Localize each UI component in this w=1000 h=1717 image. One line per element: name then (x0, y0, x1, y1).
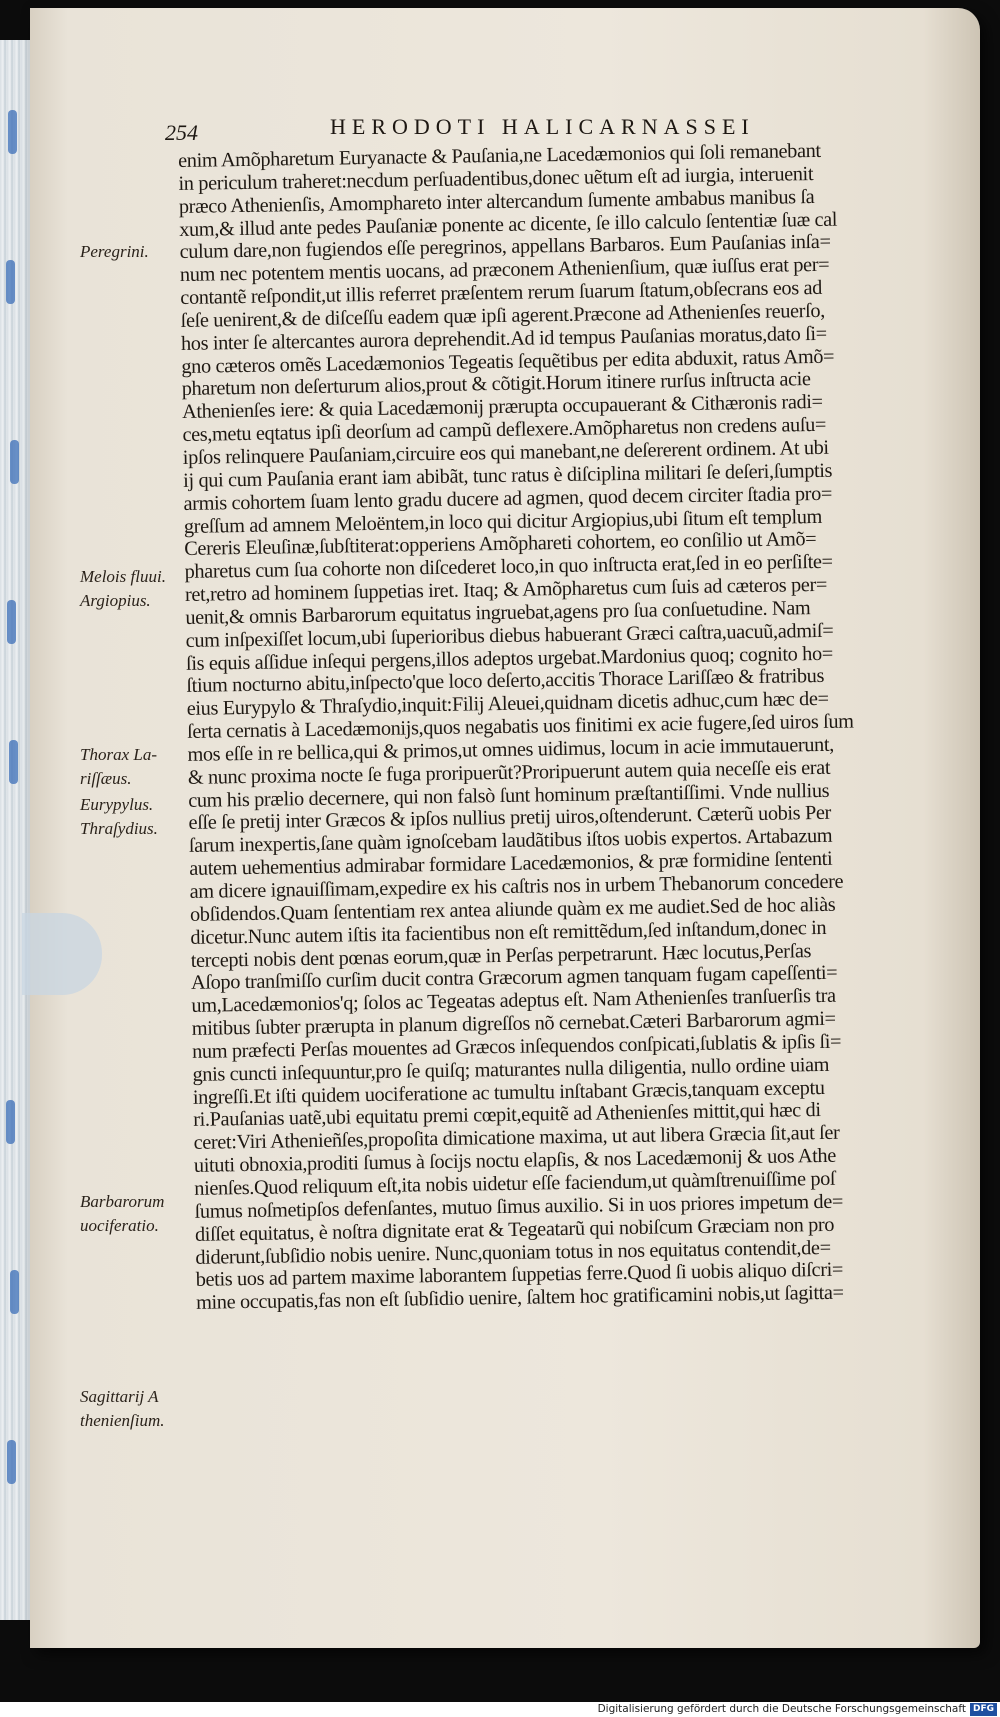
text-line: am dicere ignauiſſimam,expedire ex his caſtris nos in urbem Thebanorum concedere (189, 870, 844, 903)
text-line: ſis equis aſſidue inſequi pergens,illos adeptos urgebat.Mardonius quoq; cognito ho= (185, 642, 834, 675)
text-line: ſerta cernatis à Lacedæmonijs,quos negabatis uos finitimi ex acie fugere,ſed uiros ſum (186, 710, 854, 744)
text-line: hos inter ſe altercantes aurora deprehendit.Ad id tempus Pauſanias moratus,dato ſi= (180, 322, 827, 355)
margin-note: thenienſium. (80, 1411, 165, 1430)
text-line: culum dare,non fugiendos eſſe peregrinos, appellans Barbaros. Eum Pauſanias inſa= (179, 231, 831, 264)
text-line: ingreſſi.Et iſti quidem uociferatione ac tumultu inſtabant Græcis,tanquam exceptu (192, 1076, 825, 1109)
text-line: num nec potentem mentis uocans, ad præconem Athenienſium, quæ iuſſus erat per= (179, 254, 830, 287)
page-edge-marker (8, 110, 17, 154)
text-line: uenit,& omnis Barbarorum equitatus ingruebat,agens pro ſua conſuetudine. Nam (185, 597, 811, 629)
body-text (178, 138, 971, 1315)
margin-note: Argiopius. (80, 591, 151, 610)
margin-note: Sagittarij A (80, 1387, 159, 1406)
text-line: ipſos relinquere Pauſaniam,circuire eos qui manebant,ne deſererent ordinem. At ubi (182, 436, 829, 469)
text-line: mitibus ſubter prærupta in planum digreſſos nõ cernebat.Cæteri Barbarorum agmi= (191, 1007, 836, 1040)
margin-note: Thraſydius. (80, 819, 158, 838)
text-line: pharetum non deſerturum alios,prout & cõtigit.Horum itinere rurſus inſtructa acie (181, 368, 811, 401)
margin-note: Peregrini. (80, 242, 149, 261)
text-line: ret,retro ad hominem ſuppetias iret. Itaq; & Amõpharetus cum ſuis ad cæteros per= (184, 573, 828, 606)
text-line: uituti obnoxia,proditi ſumus à ſocijs noctu elapſis, & nos Lacedæmonij & uos Athe (193, 1144, 837, 1177)
margin-note: riſſæus. (80, 769, 132, 788)
text-line: gnis cuncti inſequuntur,pro ſe quiſq; maturantes nulla diligentia, nullo ordine uiam (192, 1053, 830, 1086)
margin-note: Eurypylus. (80, 795, 154, 814)
text-line: ces,metu eqtatus ipſi deorſum ad campũ deflexere.Amõpharetus non credens auſu= (182, 413, 827, 447)
text-line: eius Eurypylo & Thraſydio,inquit:Filij Aleuei,quidnam dicetis adhuc,cum hæc de= (186, 688, 829, 721)
margin-note: Barbarorum (80, 1192, 165, 1211)
text-line: diſſet equitatus, è noſtra dignitate erat & Tegeatarũ qui nobiſcum Græciam non pro (194, 1213, 835, 1246)
footer-text: Digitalisierung gefördert durch die Deutsche Forschungsgemeinschaft (597, 1703, 966, 1715)
text-line: diderunt,ſubſidio nobis uenire. Nunc,quoniam totus in nos equitatus contendit,de= (195, 1236, 831, 1269)
text-line: autem uehementius admirabar formidare Lacedæmonios, & præ formidine ſententi (189, 847, 833, 881)
text-line: Aſopo tranſmiſſo curſim ducit contra Græcorum agmen tanquam fugam capeſſenti= (190, 962, 838, 995)
page-edge-marker (10, 440, 19, 484)
text-line: cum inſpexiſſet locum,ubi ſuperioribus diebus habuerant Græci caſtra,uacuũ,admiſ= (185, 619, 834, 652)
text-line: betis uos ad partem maxime laborantem ſuppetias ferre.Quod ſi uobis aliquo diſcri= (195, 1259, 844, 1292)
text-line: um,Lacedæmonios'q; ſolos ac Tegeatas adeptus eſt. Nam Athenienſes tranſuerſis tra (191, 984, 836, 1018)
text-line: eſſe ſe pretij inter Græcos & ipſos nullius pretij uiros,oſtenderunt. Cæterũ uobis Per (188, 802, 832, 835)
text-line: ſarum inexpertis,ſane quàm ignoſcebam laudãtibus iſtos uobis expertos. Artabazum (188, 825, 833, 858)
page-edge-marker (9, 740, 18, 784)
page-edge-marker (6, 1100, 15, 1144)
text-line: dicetur.Nunc autem iſtis ita facientibus non eſt remittẽdum,ſed inſtandum,donec in (190, 916, 827, 949)
text-line: cum his prælio decernere, qui non falsò ſunt hominum præſtantiſſimi. Vnde nullius (188, 779, 830, 812)
page-edge-marker (10, 1270, 19, 1314)
text-line: obſidendos.Quam ſententiam rex antea aliunde quàm ex me audiet.Sed de hoc aliàs (189, 893, 836, 926)
margin-note: uociferatio. (80, 1216, 159, 1235)
page-number: 254 (165, 120, 198, 145)
text-line: tercepti nobis dent pœnas eorum,quæ in Perſas perpetrarunt. Hæc locutus,Perſas (190, 939, 812, 972)
digitization-footer (0, 1702, 1000, 1717)
dfg-logo: DFG (970, 1703, 997, 1716)
text-line: & nunc proxima nocte ſe fuga proripuerũt?Proripuerunt autem quia neceſſe eis erat (187, 756, 831, 789)
text-line: nienſes.Quod reliquum eſt,ita nobis uidetur eſſe faciendum,ut quàmſtrenuiſſime poſ (194, 1167, 836, 1200)
page-tab (22, 913, 102, 995)
margin-note: Melois fluui. (80, 567, 166, 586)
text-line: mos eſſe in re bellica,qui & primos,ut omnes uidimus, locum in acie immutauerunt, (187, 733, 835, 766)
page-edge-marker (6, 260, 15, 304)
text-line: mine occupatis,fas non eſt ſubſidio uenire, ſaltem hoc gratificamini nobis,ut ſagitta= (195, 1281, 844, 1315)
text-line: num præfecti Perſas mouentes ad Græcos inſequendos conſpicati,ſublatis & ipſis ſi= (191, 1030, 842, 1063)
text-line: Cereris Eleuſinæ,ſubſtiterat:opperiens Amõphareti cohortem, eo conſilio ut Amõ= (184, 528, 817, 561)
text-line: ſeſe uenirent,& de diſceſſu eadem quæ ipſi agerent.Præcone ad Athenienſes reuerſo, (180, 299, 826, 332)
text-line: ri.Pauſanias uatẽ,ubi equitatu premi cœpit,equitẽ ad Athenienſes mittit,qui hæc di (193, 1099, 821, 1132)
page-edge-marker (7, 600, 16, 644)
text-line: armis cohortem ſuam lento gradu ducere ad agmen, quod decem circiter ſtadia pro= (183, 482, 833, 515)
text-line: pharetus cum ſua cohorte non diſcederet loco,in quo inſtructa erat,ſed in eo perſiſte= (184, 550, 833, 584)
running-head: HERODOTI HALICARNASSEI (330, 114, 755, 139)
margin-note: Thorax La- (80, 745, 157, 764)
text-line: xum,& illud ante pedes Pauſaniæ ponente ac dicente, ſe illo calculo ſententiæ ſuæ cal (179, 208, 838, 241)
text-line: Athenienſes iere: & quia Lacedæmonij prærupta occupauerant & Cithæronis radi= (181, 391, 823, 424)
text-line: greſſum ad amnem Meloëntem,in loco qui dicitur Argiopius,ubi ſitum eſt templum (183, 505, 823, 538)
text-line: in periculum traheret:necdum perſuadentibus,donec uẽtum eſt ad iurgia, interuenit (178, 162, 814, 195)
text-line: contantẽ reſpondit,ut illis referret præſentem rerum ſuarum ſtatum,obſecrans eos ad (180, 276, 823, 310)
page-edge-marker (7, 1440, 16, 1484)
text-line: præco Athenienſis, Amompharetо inter altercandum ſumente ambabus manibus ſa (178, 185, 815, 218)
text-line: gno cæteros omẽs Lacedæmonios Tegeatis ſequẽtibus per edita abduxit, ratus Amõ= (181, 345, 835, 378)
page-edge (0, 40, 34, 1620)
text-line: enim Amõpharetum Euryanacte & Pauſania,ne Lacedæmonios qui ſoli remanebant (178, 139, 821, 172)
text-line: ij qui cum Pauſania erant iam abibãt, tunc ratus è diſciplina militari ſe deſeri,ſumptis (183, 459, 833, 492)
text-line: ceret:Viri Athenieñſes,propoſita dimicatione maxima, ut aut libera Græcia ſit,aut ſer (193, 1122, 840, 1155)
text-line: ſtium nocturno abitu,inſpecto'que loco deſerto,accitis Thorace Lariſſæo & fratribus (186, 665, 825, 698)
text-line: ſumus noſmetipſos defenſantes, mutuo ſimus auxilio. Si in uos priores impetum de= (194, 1190, 844, 1223)
